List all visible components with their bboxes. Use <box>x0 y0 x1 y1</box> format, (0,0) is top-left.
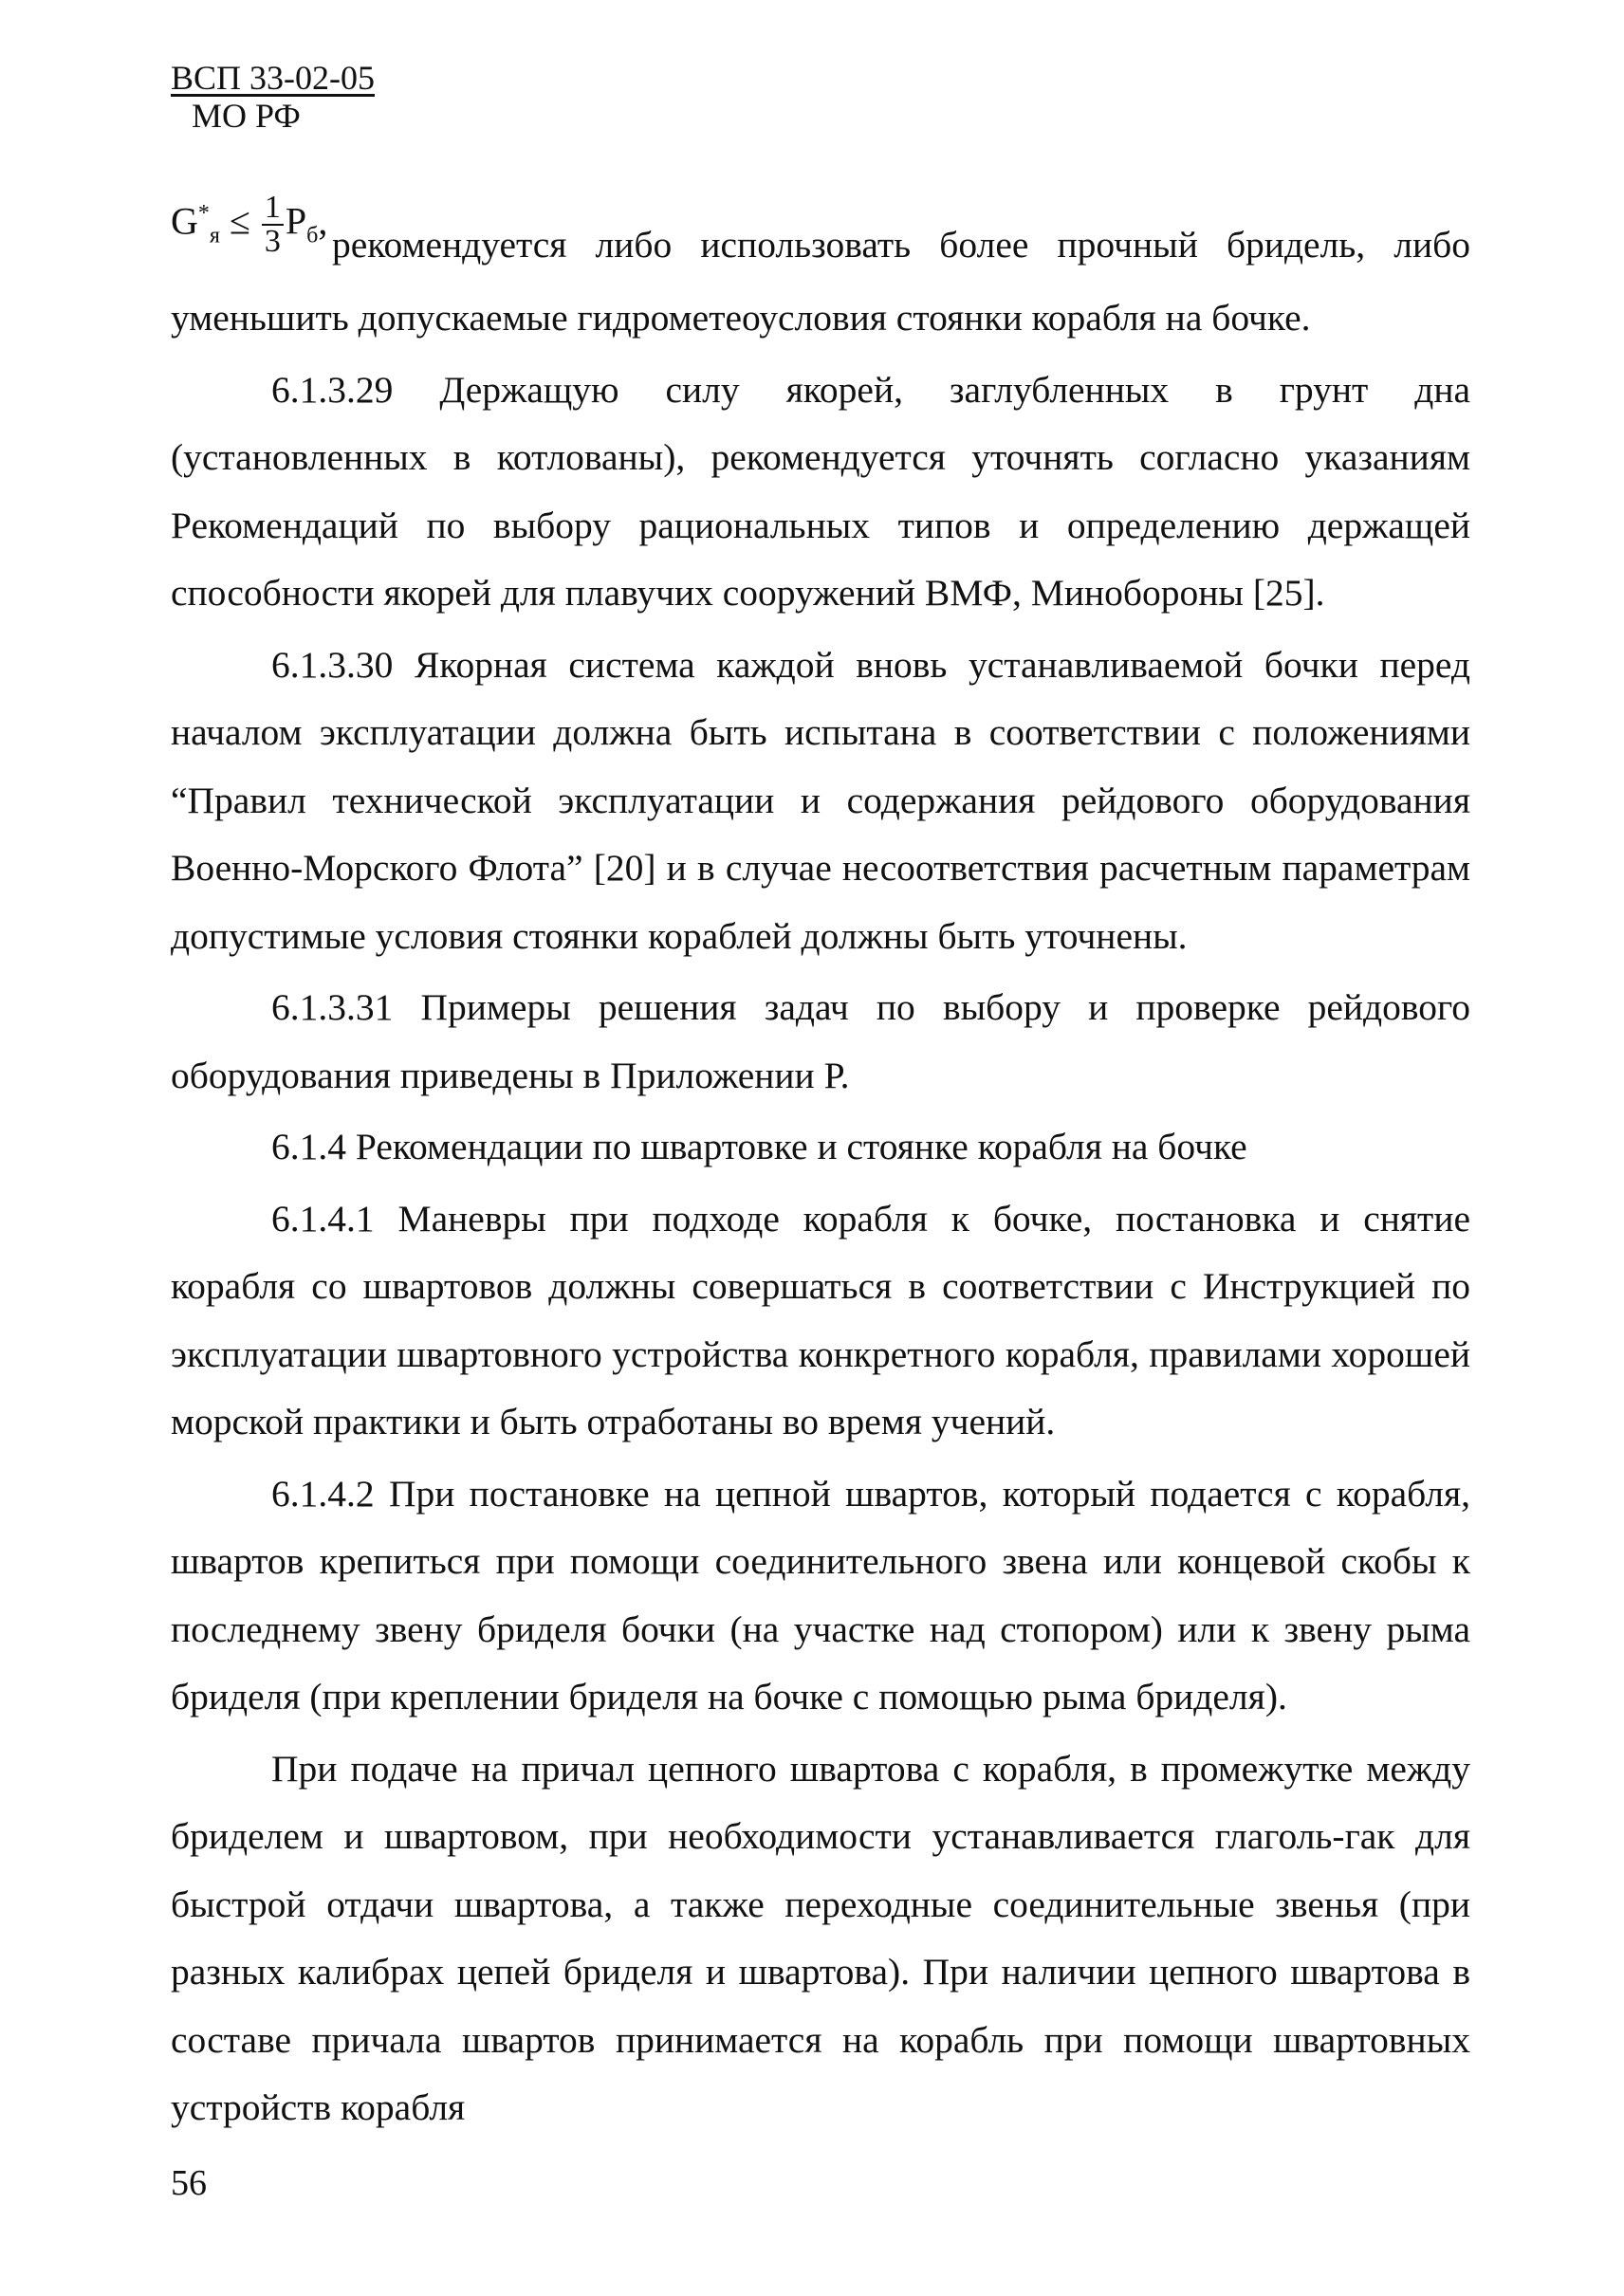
formula-line <box>171 180 1470 285</box>
paragraph-6-1-3-29: 6.1.3.29 Держащую силу якорей, заглубленных в грунт дна (установленных в котлованы), рекомендуется уточнять согласно указаниям Рекомендаций по выбору рациональных типов и определению держащей способности якорей для плавучих сооружений ВМФ, Минобороны [25]. <box>171 368 1470 614</box>
formula-rhs-sub: б <box>306 223 319 248</box>
formula-relation: ≤ <box>229 199 250 243</box>
formula-rhs: P <box>285 199 307 243</box>
paragraph-6-1-3-31: 6.1.3.31 Примеры решения задач по выбору и проверке рейдового оборудования приведены в Приложении Р. <box>171 986 1470 1096</box>
fraction-denominator: 3 <box>264 224 281 260</box>
page-number: 56 <box>171 2163 207 2203</box>
page-header <box>171 59 375 135</box>
organization: МО РФ <box>192 97 301 135</box>
fraction-numerator: 1 <box>262 192 284 226</box>
paragraph-6-1-4-1: 6.1.4.1 Маневры при подходе корабля к бочке, постановка и снятие корабля со швартовов должны совершаться в соответствии с Инструкцией по эксплуатации швартовного устройства конкретного корабля, правилами хорошей морской практики и быть отработаны во время учений. <box>171 1197 1470 1442</box>
paragraph-0-line-2: уменьшить допускаемые гидрометеоусловия стоянки корабля на бочке. <box>171 297 1311 339</box>
section-heading-6-1-4: 6.1.4 Рекомендации по швартовке и стоянке корабля на бочке <box>271 1126 1247 1167</box>
paragraph-6-1-3-30: 6.1.3.30 Якорная система каждой вновь устанавливаемой бочки перед началом эксплуатации должна быть испытана в соответствии с положениями “Правил технической эксплуатации и содержания рейдового оборудования Военно-Морского Флота” [20] и в случае несоответствия расчетным параметрам допустимые условия стоянки кораблей должны быть уточнены. <box>171 643 1470 957</box>
paragraph-continuation: При подаче на причал цепного швартова с корабля, в промежутке между бриделем и швартовом, при необходимости устанавливается глаголь-гак для быстрой отдачи швартова, а также переходные соединительные звенья (при разных калибрах цепей бриделя и швартова). При наличии цепного швартова в составе причала швартов принимается на корабль при помощи швартовных устройств корабля <box>171 1747 1470 2128</box>
document-body <box>171 180 1470 2146</box>
formula-lhs: G <box>171 199 198 243</box>
formula-lhs-sub: я <box>209 223 220 248</box>
formula-lhs-sup: * <box>197 201 210 226</box>
formula-comma: , <box>318 199 328 243</box>
formula-fraction <box>262 192 284 258</box>
paragraph-0-line-1: рекомендуется либо использовать более прочный бридель, либо <box>332 224 1470 266</box>
document-code: ВСП 33-02-05 <box>171 59 375 97</box>
formula <box>171 180 327 270</box>
paragraph-6-1-4-2: 6.1.4.2 При постановке на цепной швартов, который подается с корабля, швартов крепиться при помощи соединительного звена или концевой скобы к последнему звену бриделя бочки (на участке над стопором) или к звену рыма бриделя (при креплении бриделя на бочке с помощью рыма бриделя). <box>171 1472 1470 1717</box>
